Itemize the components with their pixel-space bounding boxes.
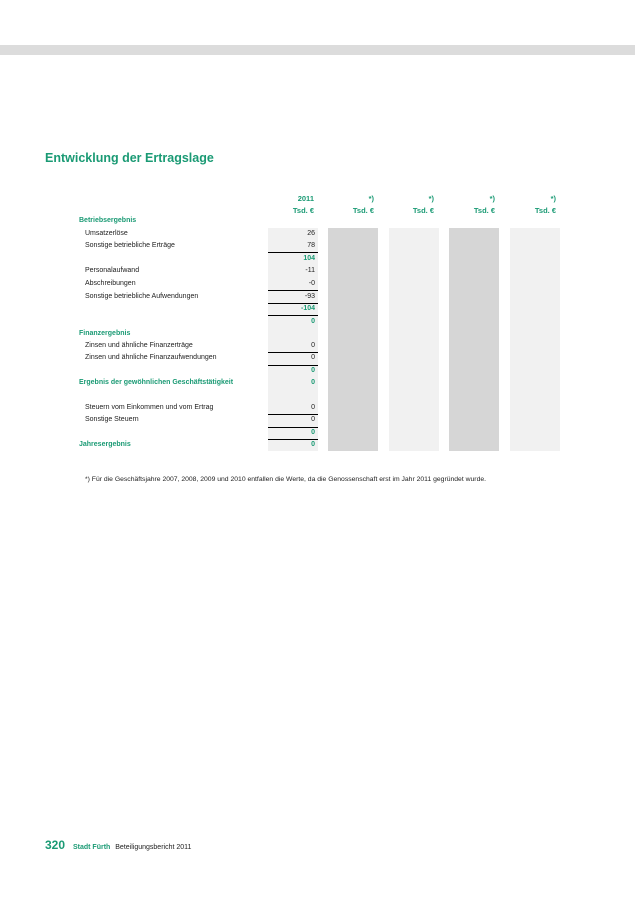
section-label-jahresergebnis: Jahresergebnis <box>79 441 131 448</box>
table-row <box>0 303 635 316</box>
row-value: 78 <box>307 242 315 249</box>
col-header-unit-3: Tsd. € <box>412 206 434 215</box>
row-value: -104 <box>300 305 315 312</box>
row-value: 0 <box>311 367 315 374</box>
table-row <box>0 427 635 440</box>
row-label: Sonstige betriebliche Aufwendungen <box>85 293 199 300</box>
row-value: -93 <box>304 293 315 300</box>
table-row <box>0 265 635 278</box>
row-value: 0 <box>311 342 315 349</box>
row-value: 0 <box>311 404 315 411</box>
row-value: 104 <box>303 255 315 262</box>
table-row <box>0 402 635 415</box>
row-value: 0 <box>311 441 315 448</box>
table-row <box>0 240 635 253</box>
row-label: Personalaufwand <box>85 267 140 274</box>
row-value: 0 <box>311 429 315 436</box>
col-header-unit-1: Tsd. € <box>292 206 314 215</box>
col-header-year-2: *) <box>368 194 374 203</box>
col-header-unit-4: Tsd. € <box>473 206 495 215</box>
section-label-betriebsergebnis: Betriebsergebnis <box>79 217 137 224</box>
col-header-year-1: 2011 <box>297 194 314 203</box>
row-label: Zinsen und ähnliche Finanzaufwendungen <box>85 354 217 361</box>
section-label-finanzergebnis: Finanzergebnis <box>79 330 131 337</box>
table-row <box>0 377 635 390</box>
table-row <box>0 365 635 378</box>
col-header-unit-5: Tsd. € <box>534 206 556 215</box>
row-value: -0 <box>308 280 315 287</box>
page-number: 320 <box>45 838 66 852</box>
row-value: -11 <box>305 267 315 274</box>
row-value: 0 <box>311 416 315 423</box>
page-footer <box>45 838 191 852</box>
row-label: Umsatzerlöse <box>85 230 128 237</box>
row-value: 26 <box>307 230 315 237</box>
row-value: 0 <box>311 354 315 361</box>
row-value: 0 <box>311 318 315 325</box>
table-row <box>0 253 635 266</box>
col-header-unit-2: Tsd. € <box>352 206 374 215</box>
footer-report: Beteiligungsbericht 2011 <box>115 844 192 851</box>
page-title: Entwicklung der Ertragslage <box>45 151 214 165</box>
table-row <box>0 215 635 228</box>
footer-city: Stadt Fürth <box>72 844 111 851</box>
table-row <box>0 228 635 241</box>
col-header-year-3: *) <box>428 194 434 203</box>
table-row <box>0 328 635 341</box>
table-row <box>0 278 635 291</box>
row-label: Sonstige Steuern <box>85 416 139 423</box>
row-label: Sonstige betriebliche Erträge <box>85 242 175 249</box>
section-label-ergebnis: Ergebnis der gewöhnlichen Geschäftstätigkeit <box>79 379 234 386</box>
row-label: Zinsen und ähnliche Finanzerträge <box>85 342 193 349</box>
footnote: *) Für die Geschäftsjahre 2007, 2008, 2009 und 2010 entfallen die Werte, da die Genossenschaft erst im Jahr 2011 gegründet wurde. <box>85 476 487 483</box>
top-bar <box>0 45 635 55</box>
row-label: Steuern vom Einkommen und vom Ertrag <box>85 404 214 411</box>
table-row <box>0 352 635 365</box>
col-header-year-5: *) <box>550 194 556 203</box>
col-header-year-4: *) <box>489 194 495 203</box>
table-row <box>0 316 635 329</box>
table-row <box>0 414 635 427</box>
row-label: Abschreibungen <box>85 280 136 287</box>
row-value: 0 <box>311 379 315 386</box>
table-row <box>0 340 635 353</box>
table-row <box>0 291 635 304</box>
table-row <box>0 439 635 452</box>
